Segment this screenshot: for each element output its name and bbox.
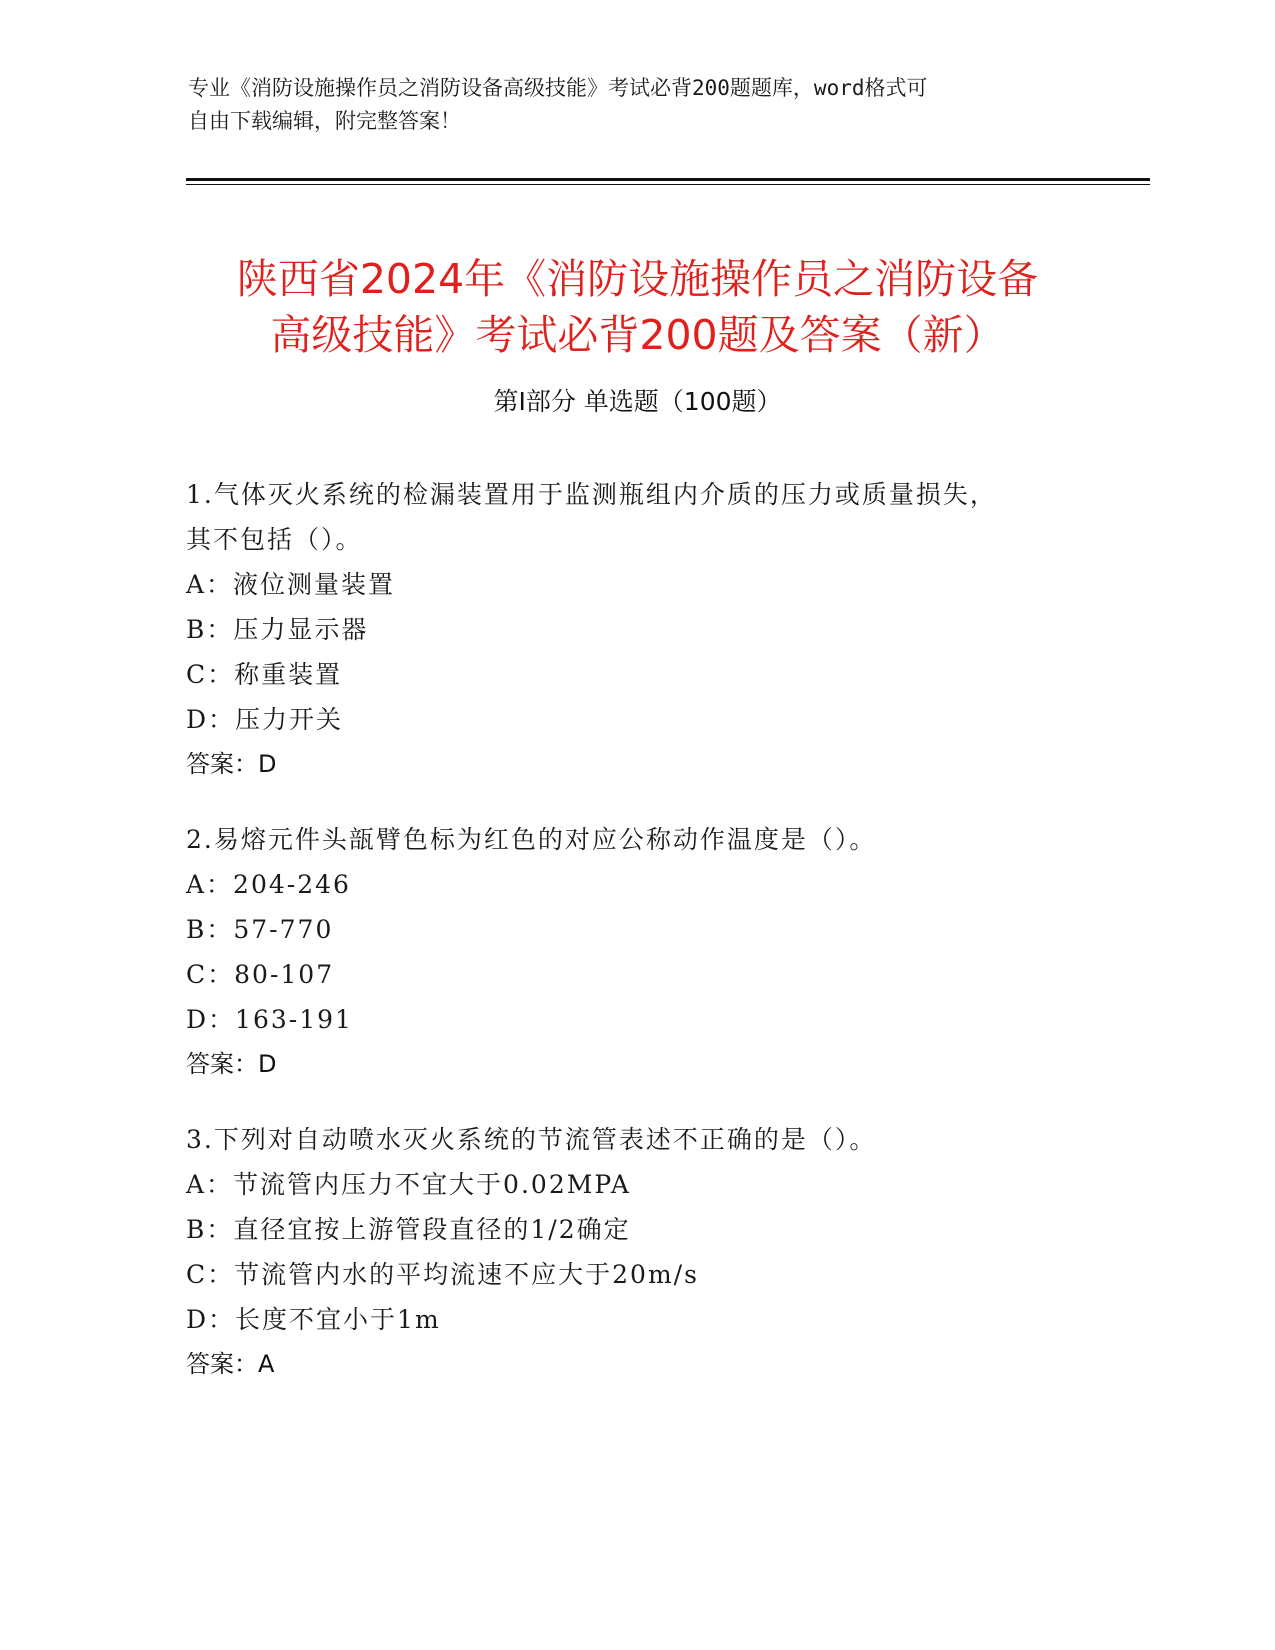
question-stem: 1.气体灭火系统的检漏装置用于监测瓶组内介质的压力或质量损失， [186, 480, 997, 509]
question-stem: 2.易熔元件头瓿臂色标为红色的对应公称动作温度是（）。 [186, 825, 877, 854]
answer: 答案：D [186, 750, 277, 778]
question-1 [186, 472, 1086, 787]
question-stem: 3.下列对自动喷水灭火系统的节流管表述不正确的是（）。 [186, 1125, 877, 1154]
option-d: D：163-191 [186, 1005, 353, 1034]
header-divider-thin [186, 184, 1150, 185]
option-d: D：长度不宜小于1m [186, 1305, 441, 1334]
option-a: A：204-246 [186, 870, 351, 899]
answer: 答案：A [186, 1350, 275, 1378]
header-note-line-2: 自由下载编辑，附完整答案！ [188, 109, 461, 133]
option-b: B：压力显示器 [186, 615, 369, 644]
document-title-line-1: 陕西省2024年《消防设施操作员之消防设备 [236, 255, 1039, 304]
document-title-line-2: 高级技能》考试必背200题及答案（新） [270, 311, 1005, 360]
option-c: C：80-107 [186, 960, 335, 989]
question-2 [186, 817, 1086, 1087]
header-note-line-1: 专业《消防设施操作员之消防设备高级技能》考试必背200题题库，word格式可 [188, 76, 928, 100]
header-note [188, 72, 1088, 138]
header-divider-thick [186, 178, 1150, 181]
question-stem-continued: 其不包括（）。 [186, 525, 363, 554]
answer: 答案：D [186, 1050, 277, 1078]
option-b: B：直径宜按上游管段直径的1/2确定 [186, 1215, 631, 1244]
option-c: C：称重装置 [186, 660, 343, 689]
option-a: A：节流管内压力不宜大于0.02MPA [186, 1170, 631, 1199]
section-title: 第Ⅰ部分 单选题（100题） [493, 387, 782, 416]
option-d: D：压力开关 [186, 705, 344, 734]
option-c: C：节流管内水的平均流速不应大于20m/s [186, 1260, 699, 1289]
option-a: A：液位测量装置 [186, 570, 396, 599]
question-list [186, 472, 1086, 1417]
document-title [140, 251, 1135, 363]
option-b: B：57-770 [186, 915, 334, 944]
question-3 [186, 1117, 1086, 1387]
